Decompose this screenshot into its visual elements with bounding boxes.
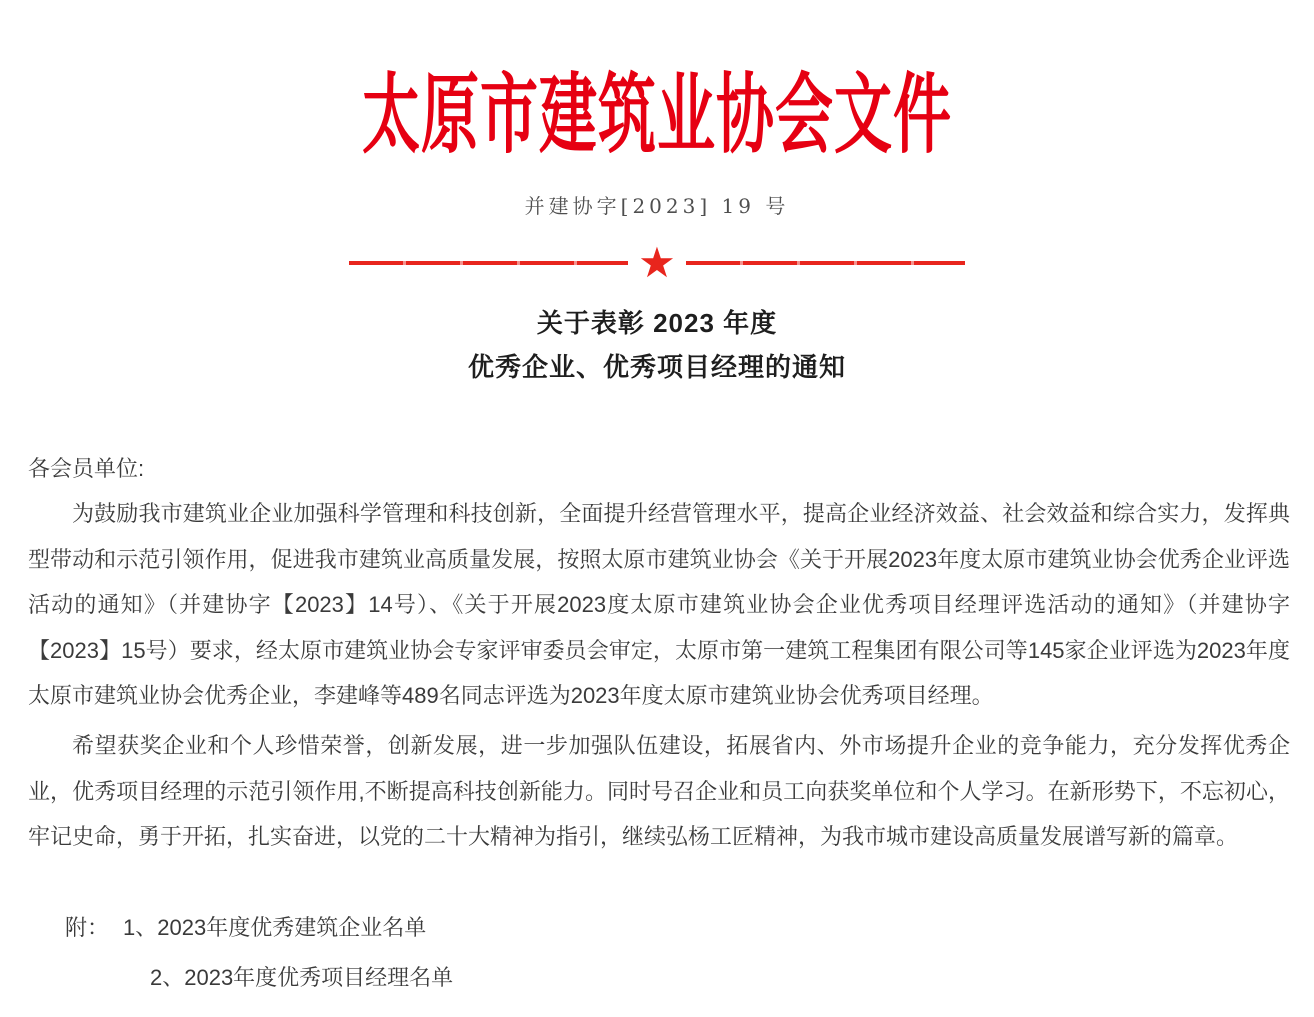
notice-body — [28, 446, 1290, 860]
notice-title-line2: 优秀企业、优秀项目经理的通知 — [467, 352, 846, 382]
attachments-label: 附： — [65, 915, 110, 940]
notice-title — [0, 301, 1314, 389]
attachments-list — [65, 903, 1290, 1003]
doc-number: 并建协字[2023] 19 号 — [524, 194, 790, 218]
star-icon: ★ — [638, 239, 676, 286]
notice-title-line1: 关于表彰 2023 年度 — [536, 308, 778, 338]
attachment-item-2: 2、2023年度优秀项目经理名单 — [150, 965, 454, 990]
divider-line-right — [686, 261, 965, 265]
attachment-item-1-text: 1、2023年度优秀建筑企业名单 — [123, 915, 427, 940]
attachment-item-1 — [65, 903, 1290, 953]
salutation: 各会员单位: — [28, 456, 145, 481]
org-header-title: 太原市建筑业协会文件 — [361, 63, 952, 166]
body-paragraph-2: 希望获奖企业和个人珍惜荣誉，创新发展，进一步加强队伍建设，拓展省内、外市场提升企业的竞争能力，充分发挥优秀企业，优秀项目经理的示范引领作用,不断提高科技创新能力。同时号召企业和员工向获奖单位和个人学习。在新形势下，不忘初心，牢记史命，勇于开拓，扎实奋进，以党的二十大精神为指引，继续弘杨工匠精神，为我市城市建设高质量发展谱写新的篇章。 — [28, 733, 1290, 850]
red-divider — [349, 239, 965, 286]
divider-line-left — [349, 261, 628, 265]
body-paragraph-1: 为鼓励我市建筑业企业加强科学管理和科技创新，全面提升经营管理水平，提高企业经济效益、社会效益和综合实力，发挥典型带动和示范引领作用，促进我市建筑业高质量发展，按照太原市建筑业协会《关于开展2023年度太原市建筑业协会优秀企业评选活动的通知》（并建协字【2023】14号）、《关于开展2023度太原市建筑业协会企业优秀项目经理评选活动的通知》（并建协字【2023】15号）要求，经太原市建筑业协会专家评审委员会审定，太原市第一建筑工程集团有限公司等145家企业评选为2023年度太原市建筑业协会优秀企业，李建峰等489名同志评选为2023年度太原市建筑业协会优秀项目经理。 — [28, 501, 1290, 709]
